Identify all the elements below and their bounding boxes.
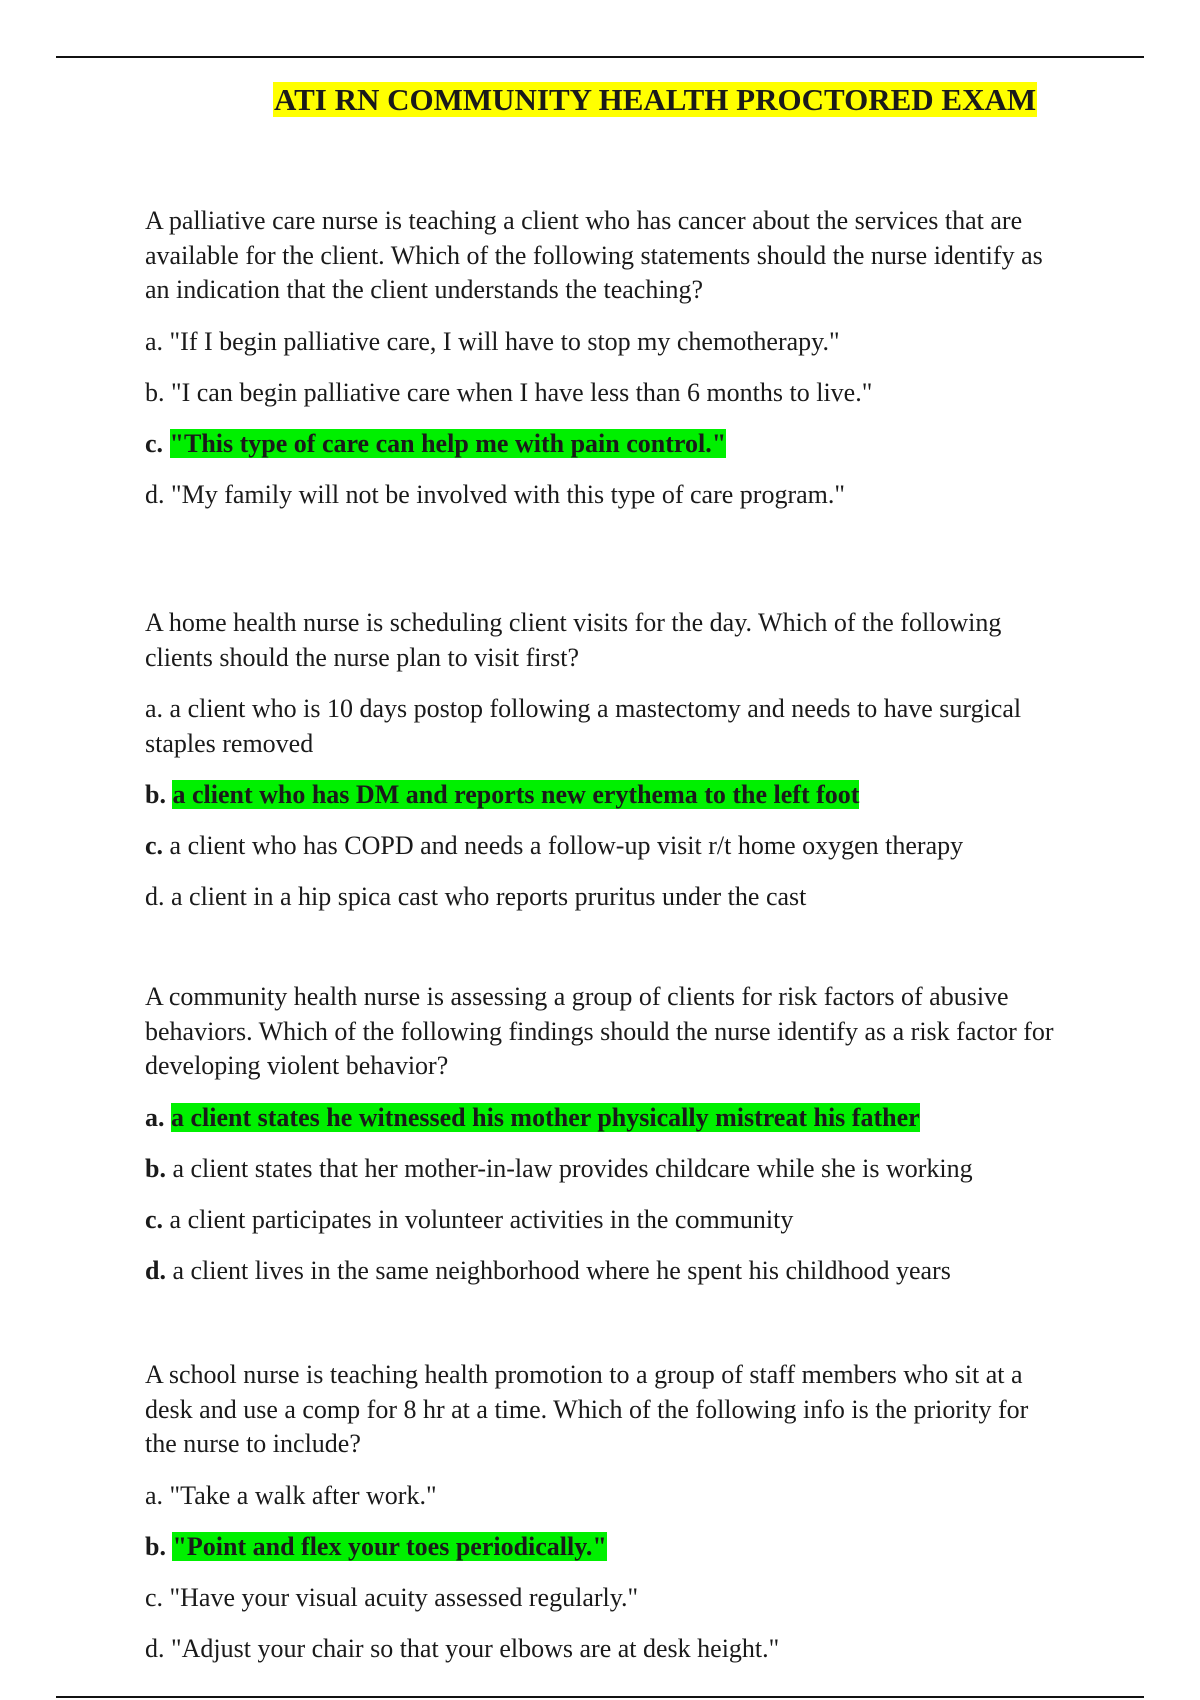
option-text: a client participates in volunteer activities in the community	[169, 1204, 794, 1234]
question-stem: A palliative care nurse is teaching a client who has cancer about the services that are available for the client. Which of the following statements should the nurse identify as an indication that the client understands the teaching?	[145, 206, 1043, 304]
option-text-highlighted: a client states he witnessed his mother physically mistreat his father	[171, 1102, 920, 1132]
option-text: a client who is 10 days postop following a mastectomy and needs to have surgical staples removed	[145, 694, 1022, 758]
option-a-correct	[145, 1100, 1065, 1135]
option-text: a client in a hip spica cast who reports pruritus under the cast	[171, 882, 807, 911]
option-text: a client who has COPD and needs a follow-up visit r/t home oxygen therapy	[169, 831, 964, 860]
option-text-highlighted: "Point and flex your toes periodically."	[172, 1531, 607, 1561]
option-text-highlighted: a client who has DM and reports new erythema to the left foot	[172, 780, 860, 809]
question-stem: A school nurse is teaching health promotion to a group of staff members who sit at a desk and use a comp for 8 hr at a time. Which of the following info is the priority for the nurse to include?	[145, 1360, 1029, 1458]
option-b-correct	[145, 1529, 1065, 1564]
option-text: "Have your visual acuity assessed regularly."	[169, 1582, 639, 1612]
option-text-highlighted: "This type of care can help me with pain control."	[169, 428, 727, 458]
option-b	[145, 1151, 1065, 1186]
question-4	[145, 1358, 1065, 1682]
option-c	[145, 1580, 1065, 1615]
question-stem: A home health nurse is scheduling client visits for the day. Which of the following clients should the nurse plan to visit first?	[145, 608, 1002, 672]
question-stem: A community health nurse is assessing a group of clients for risk factors of abusive behaviors. Which of the following findings should the nurse identify as a risk factor for developing violent behavior?	[145, 982, 1054, 1080]
option-text: "Take a walk after work."	[169, 1480, 437, 1510]
option-letter: b.	[145, 780, 166, 809]
option-a	[145, 324, 1065, 359]
option-c	[145, 828, 1065, 863]
option-c	[145, 1202, 1065, 1237]
page-title-text: ATI RN COMMUNITY HEALTH PROCTORED EXAM	[274, 82, 1037, 117]
option-text: "My family will not be involved with this type of care program."	[171, 479, 845, 509]
option-letter: a.	[145, 326, 164, 356]
top-rule	[56, 56, 1144, 58]
option-b-correct	[145, 777, 1065, 812]
option-a	[145, 1478, 1065, 1513]
option-letter: c.	[145, 1204, 164, 1234]
option-letter: c.	[145, 428, 164, 458]
option-text: a client lives in the same neighborhood where he spent his childhood years	[172, 1255, 951, 1285]
page-title	[273, 80, 1037, 120]
option-letter: b.	[145, 1531, 166, 1561]
option-text: "Adjust your chair so that your elbows are at desk height."	[171, 1633, 780, 1663]
option-letter: c.	[145, 831, 164, 860]
option-b	[145, 375, 1065, 410]
option-text: "If I begin palliative care, I will have to stop my chemotherapy."	[169, 326, 840, 356]
option-a	[145, 691, 1065, 761]
option-c-correct	[145, 426, 1065, 461]
option-text: a client states that her mother-in-law provides childcare while she is working	[172, 1153, 973, 1183]
option-letter: c.	[145, 1582, 164, 1612]
bottom-rule	[56, 1696, 1144, 1698]
option-letter: d.	[145, 882, 165, 911]
option-text: "I can begin palliative care when I have less than 6 months to live."	[171, 377, 873, 407]
option-letter: d.	[145, 1255, 166, 1285]
option-d	[145, 1631, 1065, 1666]
question-2	[145, 606, 1065, 930]
option-letter: a.	[145, 694, 164, 723]
option-d	[145, 477, 1065, 512]
question-1	[145, 204, 1065, 528]
option-letter: b.	[145, 377, 165, 407]
option-letter: a.	[145, 1480, 164, 1510]
option-letter: d.	[145, 479, 165, 509]
option-letter: a.	[145, 1102, 165, 1132]
option-d	[145, 879, 1065, 914]
question-3	[145, 980, 1065, 1304]
option-letter: b.	[145, 1153, 166, 1183]
option-d	[145, 1253, 1065, 1288]
option-letter: d.	[145, 1633, 165, 1663]
